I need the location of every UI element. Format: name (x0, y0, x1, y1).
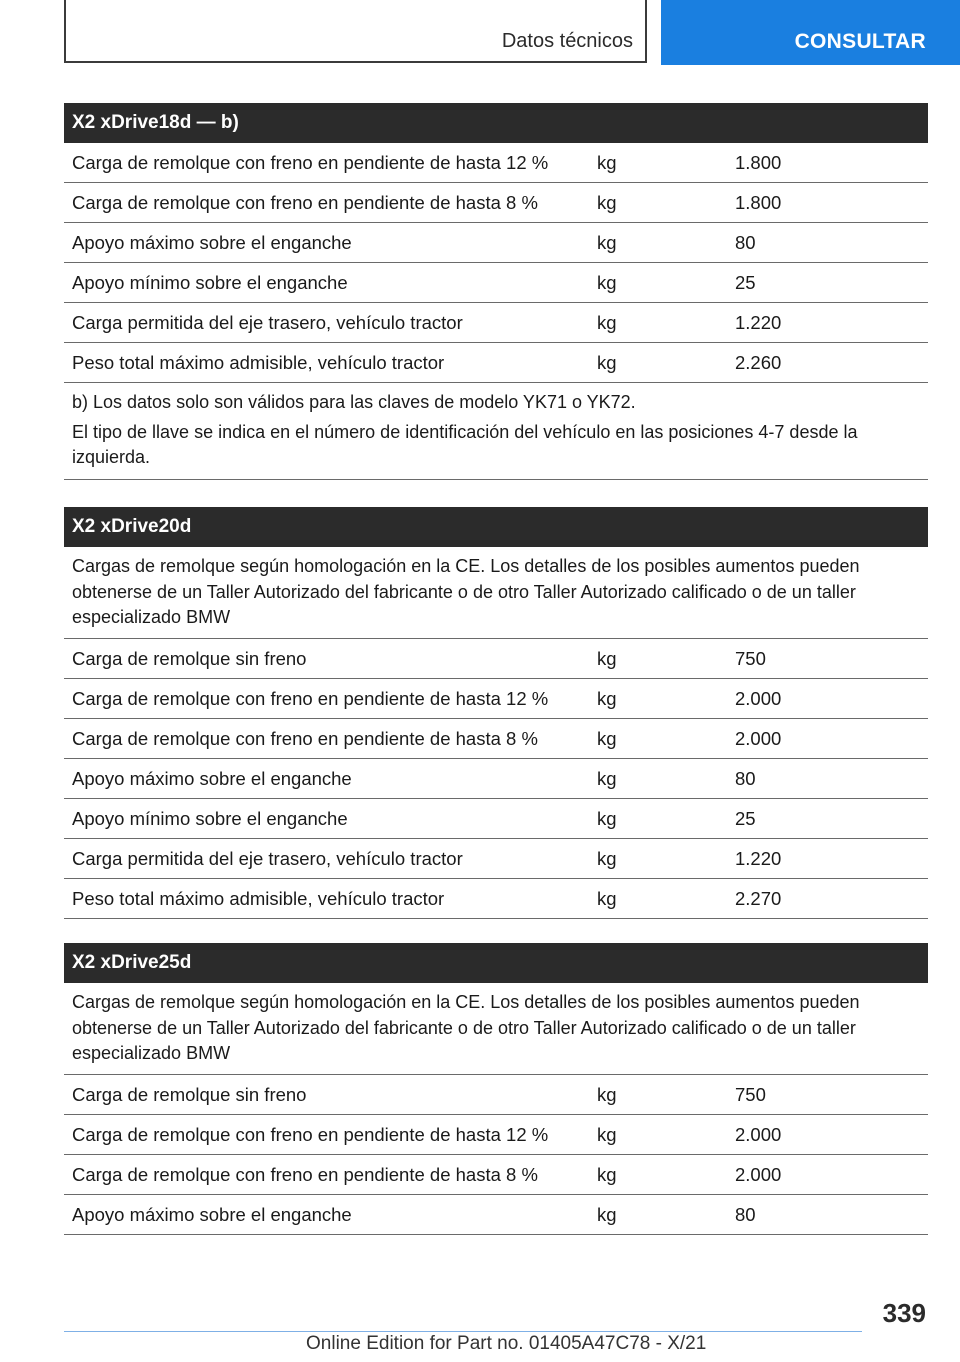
row-value: 2.000 (735, 727, 782, 749)
row-unit: kg (597, 272, 617, 293)
footnote: b) Los datos solo son válidos para las claves de modelo YK71 o YK72. (72, 392, 636, 412)
row-value: 25 (735, 807, 756, 829)
row-unit: kg (597, 1083, 617, 1105)
footnotes (64, 383, 928, 480)
row-value: 750 (735, 647, 766, 669)
row-unit: kg (597, 767, 617, 789)
row-label: Apoyo mínimo sobre el enganche (72, 272, 348, 293)
row-unit: kg (597, 887, 617, 909)
row-unit: kg (597, 152, 617, 173)
row-label: Carga permitida del eje trasero, vehículo tractor (72, 312, 463, 333)
row-unit: kg (597, 312, 617, 333)
chapter-title: Datos técnicos (501, 30, 633, 52)
row-label: Carga de remolque con freno en pendiente de hasta 8 % (72, 727, 538, 749)
table-row (64, 679, 928, 719)
row-label: Apoyo máximo sobre el enganche (72, 1203, 352, 1225)
section-description: Cargas de remolque según homologación en la CE. Los detalles de los posibles aumentos pueden obtenerse de un Taller Autorizado del fabricante o de otro Taller Autorizado calificado o de un taller especializado BMW (64, 983, 928, 1075)
row-value: 750 (735, 1083, 766, 1105)
row-value: 1.220 (735, 847, 782, 869)
row-value: 2.000 (735, 687, 782, 709)
section-title: X2 xDrive18d — b) (64, 103, 928, 143)
section-xdrive25d (64, 943, 928, 1235)
table-row (64, 1075, 928, 1115)
row-value: 2.000 (735, 1123, 782, 1145)
table-row (64, 303, 928, 343)
table-row (64, 799, 928, 839)
table-row (64, 879, 928, 919)
row-label: Carga permitida del eje trasero, vehículo tractor (72, 847, 463, 869)
row-unit: kg (597, 352, 617, 373)
row-label: Carga de remolque con freno en pendiente de hasta 12 % (72, 687, 549, 709)
table-row (64, 223, 928, 263)
row-unit: kg (597, 1123, 617, 1145)
row-unit: kg (597, 1163, 617, 1185)
row-label: Apoyo máximo sobre el enganche (72, 767, 352, 789)
consult-button[interactable] (661, 0, 960, 65)
chapter-tab (64, 0, 647, 63)
row-label: Peso total máximo admisible, vehículo tractor (72, 352, 445, 373)
table-row (64, 1155, 928, 1195)
row-value: 1.800 (735, 192, 782, 213)
row-label: Apoyo mínimo sobre el enganche (72, 807, 348, 829)
page-number: 339 (882, 1298, 926, 1328)
row-unit: kg (597, 192, 617, 213)
row-value: 80 (735, 1203, 756, 1225)
row-label: Carga de remolque sin freno (72, 1083, 307, 1105)
row-label: Carga de remolque con freno en pendiente de hasta 8 % (72, 192, 538, 213)
consult-label[interactable]: CONSULTAR (794, 30, 926, 53)
row-unit: kg (597, 847, 617, 869)
page-header (0, 0, 960, 66)
row-value: 80 (735, 767, 756, 789)
row-label: Carga de remolque con freno en pendiente de hasta 12 % (72, 152, 549, 173)
row-unit: kg (597, 647, 617, 669)
section-title: X2 xDrive20d (64, 507, 928, 547)
footer-edition-text: Online Edition for Part no. 01405A47C78 - X/21 (306, 1333, 707, 1354)
row-label: Apoyo máximo sobre el enganche (72, 232, 352, 253)
row-value: 2.000 (735, 1163, 782, 1185)
footnote: El tipo de llave se indica en el número de identificación del vehículo en las posiciones 4-7 desde la izquierda. (72, 421, 858, 467)
row-unit: kg (597, 232, 617, 253)
row-label: Carga de remolque con freno en pendiente de hasta 12 % (72, 1123, 549, 1145)
table-row (64, 263, 928, 303)
table-row (64, 719, 928, 759)
row-unit: kg (597, 807, 617, 829)
row-value: 1.220 (735, 312, 782, 333)
section-title: X2 xDrive25d (64, 943, 928, 983)
row-value: 2.270 (735, 887, 782, 909)
row-unit: kg (597, 687, 617, 709)
table-row (64, 343, 928, 383)
row-value: 2.260 (735, 352, 782, 373)
section-xdrive18d (64, 103, 928, 480)
table-row (64, 639, 928, 679)
table-row (64, 1115, 928, 1155)
footer-divider (64, 1331, 862, 1332)
section-description: Cargas de remolque según homologación en la CE. Los detalles de los posibles aumentos pueden obtenerse de un Taller Autorizado del fabricante o de otro Taller Autorizado calificado o de un taller especializado BMW (64, 547, 928, 639)
section-xdrive20d (64, 507, 928, 919)
row-value: 80 (735, 232, 756, 253)
table-row (64, 183, 928, 223)
row-value: 25 (735, 272, 756, 293)
row-label: Carga de remolque con freno en pendiente de hasta 8 % (72, 1163, 538, 1185)
table-row (64, 143, 928, 183)
row-label: Peso total máximo admisible, vehículo tractor (72, 887, 445, 909)
table-row (64, 1195, 928, 1235)
row-unit: kg (597, 727, 617, 749)
table-row (64, 839, 928, 879)
row-label: Carga de remolque sin freno (72, 647, 307, 669)
row-value: 1.800 (735, 152, 782, 173)
table-row (64, 759, 928, 799)
row-unit: kg (597, 1203, 617, 1225)
